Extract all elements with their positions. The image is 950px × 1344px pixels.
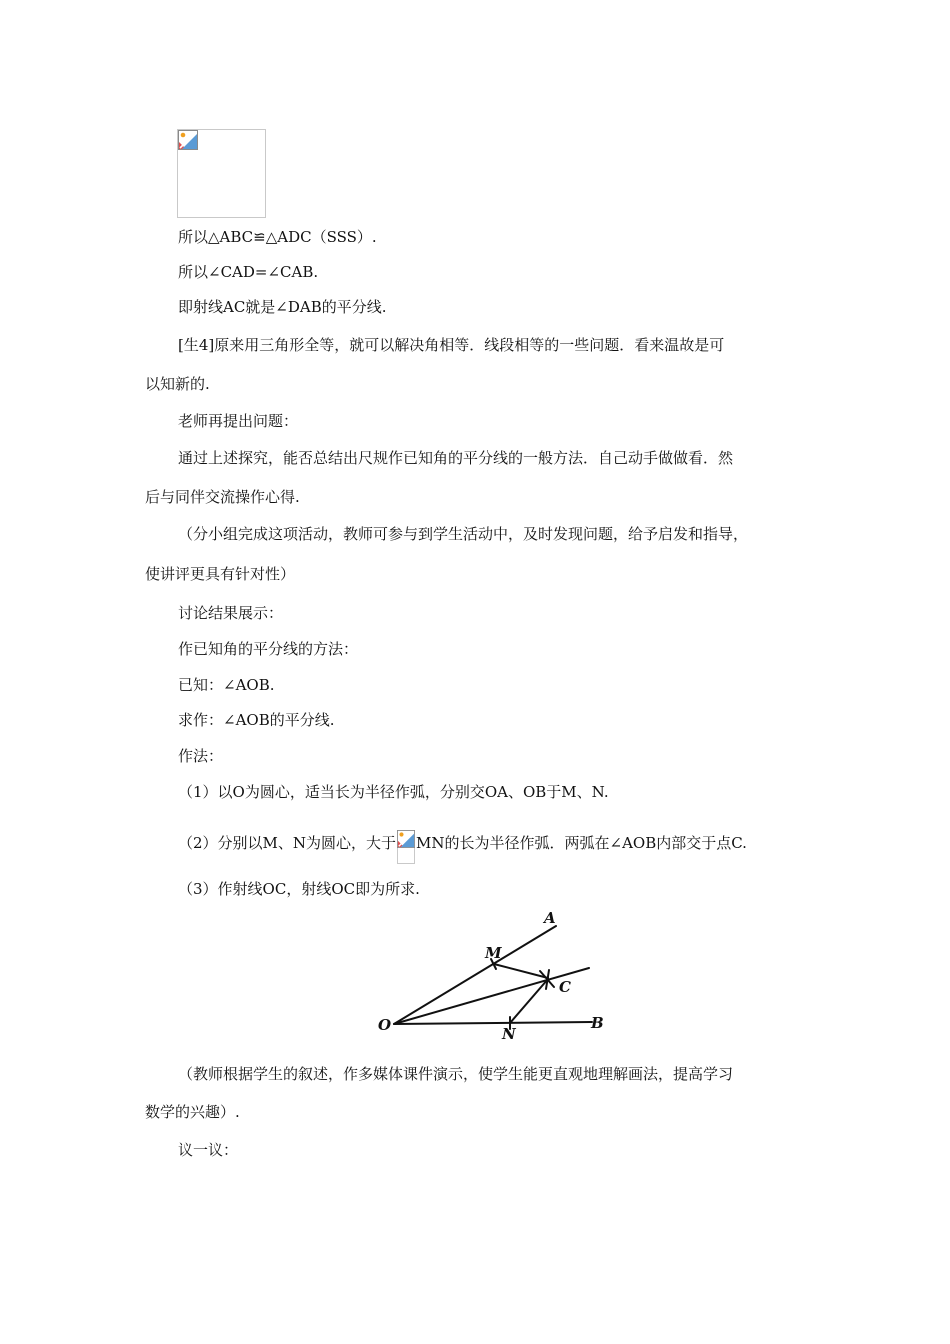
label-n: N (502, 1025, 516, 1043)
missing-fraction-image (397, 830, 415, 864)
text-line: （教师根据学生的叙述，作多媒体课件演示，使学生能更直观地理解画法，提高学习 (178, 1065, 734, 1083)
ray-oa (394, 926, 556, 1024)
label-a: A (544, 909, 556, 927)
broken-image-icon (178, 130, 198, 150)
text-line: 老师再提出问题： (178, 412, 299, 430)
text-line: 所以△ABC≌△ADC（SSS）. (178, 228, 377, 246)
ray-ob (394, 1022, 592, 1024)
label-b: B (591, 1014, 604, 1032)
text-line: 求作：∠AOB的平分线. (178, 711, 335, 729)
text-line: 作已知角的平分线的方法： (178, 640, 359, 658)
label-o: O (378, 1016, 392, 1034)
text-line: （3）作射线OC，射线OC即为所求. (178, 880, 420, 898)
text-line: 作法： (178, 747, 224, 765)
text-line: 即射线AC就是∠DAB的平分线. (178, 298, 387, 316)
text-line: 通过上述探究，能否总结出尺规作已知角的平分线的一般方法．自己动手做做看．然 (178, 449, 734, 467)
text-line: 所以∠CAD=∠CAB. (178, 263, 319, 281)
missing-image-frame (177, 129, 266, 218)
text-fragment: MN的长为半径作弧．两弧在∠AOB内部交于点C. (416, 834, 747, 852)
broken-image-icon (397, 830, 415, 848)
text-line: 后与同伴交流操作心得. (145, 488, 300, 506)
text-line: （分小组完成这项活动，教师可参与到学生活动中，及时发现问题，给予启发和指导， (178, 525, 749, 543)
ray-oc (394, 968, 589, 1024)
text-line: 使讲评更具有针对性） (145, 565, 296, 583)
text-line: [生4]原来用三角形全等，就可以解决角相等．线段相等的一些问题．看来温故是可 (178, 336, 725, 354)
text-line: 议一议： (178, 1141, 239, 1159)
label-c: C (559, 978, 571, 996)
label-m: M (485, 944, 502, 962)
angle-bisector-figure (372, 905, 612, 1045)
text-line: 数学的兴趣）. (145, 1103, 240, 1121)
text-line (178, 830, 747, 864)
text-line: （1）以O为圆心，适当长为半径作弧，分别交OA、OB于M、N. (178, 783, 609, 801)
text-line: 以知新的. (145, 375, 210, 393)
text-line: 已知：∠AOB. (178, 676, 275, 694)
text-fragment: （2）分别以M、N为圆心，大于 (178, 834, 397, 852)
text-line: 讨论结果展示： (178, 604, 284, 622)
